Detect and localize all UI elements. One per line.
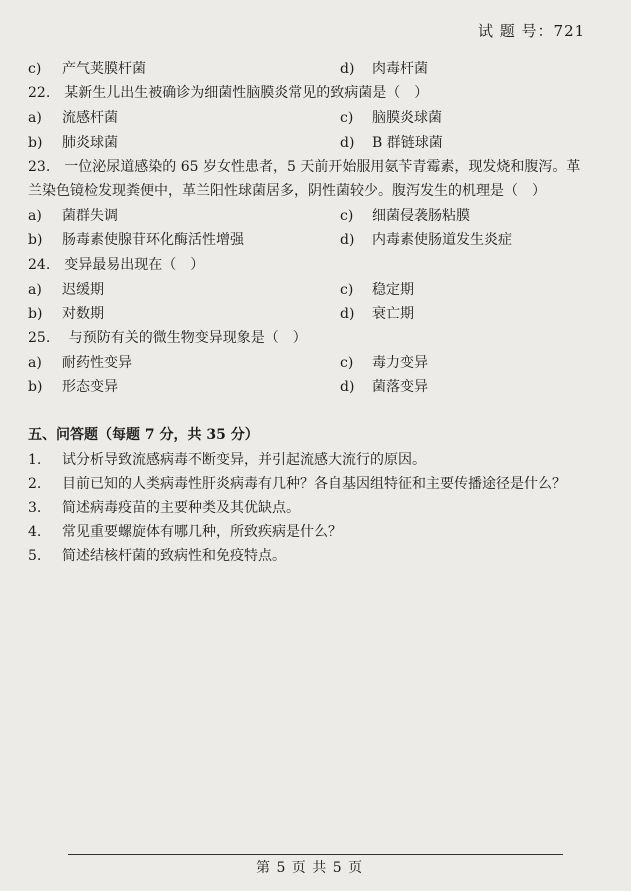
q21-option-c-letter: c) <box>28 61 42 77</box>
q24-option-d-text: 衰亡期 <box>372 306 414 322</box>
q22-option-b-letter: b) <box>28 135 43 151</box>
q25-option-d-text: 菌落变异 <box>372 379 428 395</box>
q22-option-c-text: 脑膜炎球菌 <box>372 110 442 126</box>
q21-option-c-text: 产气荚膜杆菌 <box>62 61 146 77</box>
q22-option-d-text: B 群链球菌 <box>372 135 443 151</box>
q22-option-b-text: 肺炎球菌 <box>62 135 118 151</box>
q23-option-a-letter: a) <box>28 208 42 224</box>
q21-option-d-letter: d) <box>340 61 355 77</box>
q22-option-a-letter: a) <box>28 110 42 126</box>
q25-option-b-text: 形态变异 <box>62 379 118 395</box>
q23-option-a-text: 菌群失调 <box>62 208 118 224</box>
exam-number: 试 题 号：721 <box>478 22 586 40</box>
q25-option-c-letter: c) <box>340 355 354 371</box>
q24-option-a-text: 迟缓期 <box>62 282 104 298</box>
q22-option-c-letter: c) <box>340 110 354 126</box>
q24-option-c-text: 稳定期 <box>372 282 414 298</box>
q24-option-b-letter: b) <box>28 306 43 322</box>
q24-option-d-letter: d) <box>340 306 355 322</box>
q23-option-b-text: 肠毒素使腺苷环化酶活性增强 <box>62 232 244 248</box>
q24-option-b-text: 对数期 <box>62 306 104 322</box>
q23-option-c-letter: c) <box>340 208 354 224</box>
q23-option-c-text: 细菌侵袭肠粘膜 <box>372 208 470 224</box>
section-title: 五、问答题（每题 7 分，共 35 分） <box>28 427 259 443</box>
short-answer-text: 简述结核杆菌的致病性和免疫特点。 <box>62 548 286 564</box>
q22-option-d-letter: d) <box>340 135 355 151</box>
q25-option-a-letter: a) <box>28 355 42 371</box>
q25-option-a-text: 耐药性变异 <box>62 355 132 371</box>
q22-stem: 22. 某新生儿出生被确诊为细菌性脑膜炎常见的致病菌是（ ） <box>28 85 429 101</box>
q23-option-d-letter: d) <box>340 232 355 248</box>
footer-divider <box>68 854 563 855</box>
short-answer-number: 2. <box>28 476 42 492</box>
q25-option-c-text: 毒力变异 <box>372 355 428 371</box>
q24-option-a-letter: a) <box>28 282 42 298</box>
short-answer-text: 常见重要螺旋体有哪几种，所致疾病是什么？ <box>62 524 342 540</box>
q23-option-d-text: 内毒素使肠道发生炎症 <box>372 232 512 248</box>
short-answer-number: 4. <box>28 524 42 540</box>
q24-stem: 24. 变异最易出现在（ ） <box>28 257 205 273</box>
page-number: 第 5 页 共 5 页 <box>256 860 364 876</box>
q25-option-d-letter: d) <box>340 379 355 395</box>
q23-stem-line1: 23. 一位泌尿道感染的 65 岁女性患者，5 天前开始服用氨苄青霉素，现发烧和腹泻。革 <box>28 159 581 175</box>
q25-option-b-letter: b) <box>28 379 43 395</box>
short-answer-number: 5. <box>28 548 42 564</box>
q23-stem-line2: 兰染色镜检发现粪便中，革兰阳性球菌居多，阴性菌较少。腹泻发生的机理是（ ） <box>28 183 546 199</box>
q22-option-a-text: 流感杆菌 <box>62 110 118 126</box>
short-answer-text: 目前已知的人类病毒性肝炎病毒有几种？各自基因组特征和主要传播途径是什么？ <box>62 476 566 492</box>
q23-option-b-letter: b) <box>28 232 43 248</box>
q25-stem: 25. 与预防有关的微生物变异现象是（ ） <box>28 330 307 346</box>
q24-option-c-letter: c) <box>340 282 354 298</box>
short-answer-text: 简述病毒疫苗的主要种类及其优缺点。 <box>62 500 300 516</box>
short-answer-text: 试分析导致流感病毒不断变异，并引起流感大流行的原因。 <box>62 452 426 468</box>
short-answer-number: 1. <box>28 452 42 468</box>
short-answer-number: 3. <box>28 500 42 516</box>
q21-option-d-text: 肉毒杆菌 <box>372 61 428 77</box>
